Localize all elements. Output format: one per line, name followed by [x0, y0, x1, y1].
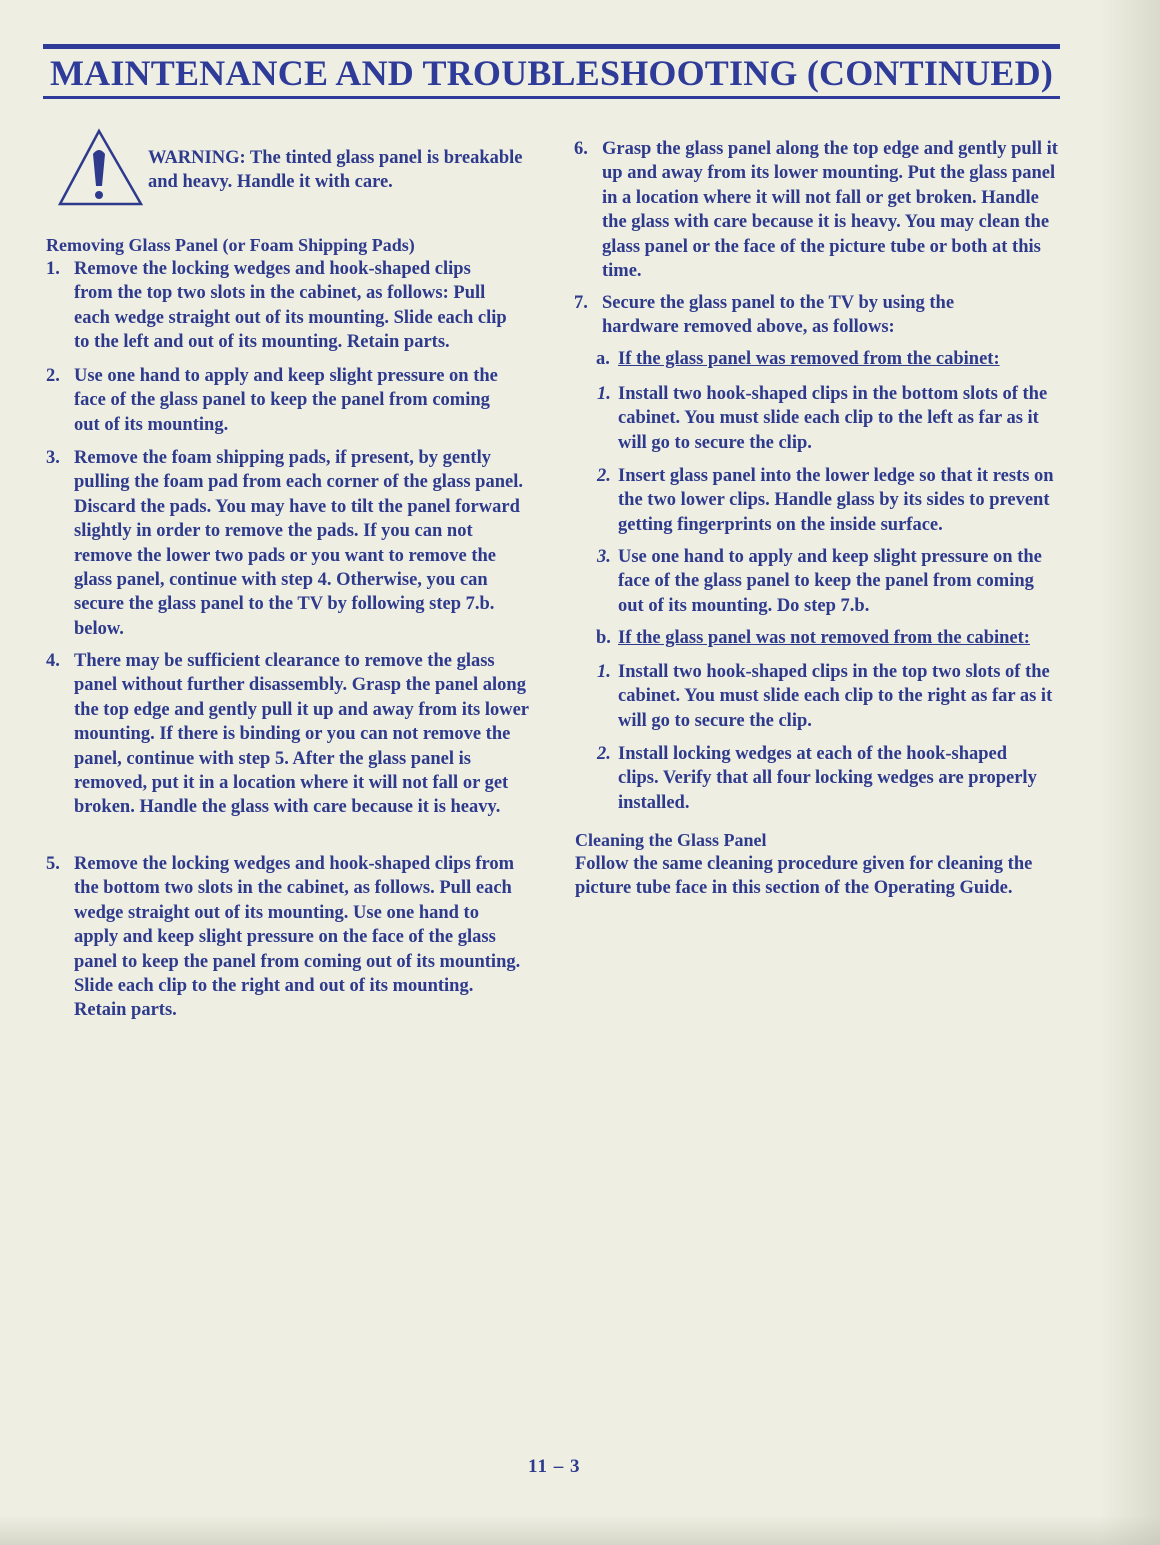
step-text: Use one hand to apply and keep slight pressure on the face of the glass panel to keep the panel from coming out of its mounting.: [74, 366, 498, 435]
step-text: Secure the glass panel to the TV by using the hardware removed above, as follows:: [602, 293, 955, 338]
sub-step-text: Install locking wedges at each of the hook-shaped clips. Verify that all four locking wedges are properly installed.: [618, 744, 1037, 813]
sub-step-number: 2.: [597, 744, 611, 764]
sub-step-text: Insert glass panel into the lower ledge so that it rests on the two lower clips. Handle glass by its sides to prevent getting fingerprints on the inside surface.: [618, 466, 1054, 535]
sub-step-text: Install two hook-shaped clips in the top two slots of the cabinet. You must slide each clip to the right as far as it will go to secure the clip.: [618, 662, 1053, 731]
sub-label: a.: [596, 349, 610, 369]
sub-step-text: Use one hand to apply and keep slight pressure on the face of the glass panel to keep the panel from coming out of its mounting. Do step 7.b.: [618, 547, 1042, 616]
sub-step-number: 3.: [597, 547, 611, 567]
page-edge-shadow: [1100, 0, 1160, 1545]
section-heading-removing: Removing Glass Panel (or Foam Shipping Pads): [46, 235, 415, 255]
sub-step-number: 2.: [597, 466, 611, 486]
sub-heading-text: If the glass panel was not removed from the cabinet:: [618, 628, 1030, 648]
step-number: 6.: [574, 139, 588, 159]
step-number: 4.: [46, 651, 60, 671]
warning-text: WARNING: The tinted glass panel is breakable and heavy. Handle it with care.: [148, 148, 523, 192]
step-number: 3.: [46, 448, 60, 468]
header-rule-top: [43, 44, 1060, 49]
step-number: 2.: [46, 366, 60, 386]
sub-label: b.: [596, 628, 611, 648]
sub-step-text: Install two hook-shaped clips in the bottom slots of the cabinet. You must slide each clip to the left as far as it will go to secure the clip.: [618, 384, 1048, 453]
step-text: Grasp the glass panel along the top edge and gently pull it up and away from its lower mounting. Put the glass panel in a location where it will not fall or get broken. Handle the glass with care because it is heavy. You may clean the glass panel or the face of the picture tube or both at this time.: [602, 139, 1058, 282]
step-text: Remove the foam shipping pads, if present, by gently pulling the foam pad from each corner of the glass panel. Discard the pads. You may have to tilt the panel forward slightly in order to remove the pads. If you can not remove the lower two pads or you want to remove the glass panel, continue with step 4. Otherwise, you can secure the glass panel to the TV by following step 7.b. below.: [74, 448, 523, 639]
sub-step-number: 1.: [597, 384, 611, 404]
page-title: MAINTENANCE AND TROUBLESHOOTING (CONTINUED): [49, 53, 1054, 93]
sub-step-number: 1.: [597, 662, 611, 682]
warning-triangle-icon: [58, 128, 148, 208]
step-text: There may be sufficient clearance to remove the glass panel without further disassembly. Grasp the panel along the top edge and gently pull it up and away from its lower mounting. If there is binding or you can not remove the panel, continue with step 5. After the glass panel is removed, put it in a location where it will not fall or get broken. Handle the glass with care because it is heavy.: [74, 651, 529, 818]
cleaning-text: Follow the same cleaning procedure given for cleaning the picture tube face in this section of the Operating Guide.: [575, 854, 1033, 899]
sub-heading-b: [596, 626, 1056, 650]
warning-callout: [58, 128, 538, 208]
sub-heading-a: [596, 347, 1056, 371]
page-number: 11 – 3: [528, 1456, 581, 1477]
step-number: 7.: [574, 293, 588, 313]
step-text: Remove the locking wedges and hook-shaped clips from the bottom two slots in the cabinet, as follows. Pull each wedge straight out of its mounting. Use one hand to apply and keep slight pressure on the face of the glass panel to keep the panel from coming out of its mounting. Slide each clip to the right and out of its mounting. Retain parts.: [74, 854, 521, 1021]
step-text: Remove the locking wedges and hook-shaped clips from the top two slots in the cabinet, as follows: Pull each wedge straight out of its mounting. Slide each clip to the left and out of its mounting. Retain parts.: [74, 259, 507, 353]
section-heading-cleaning: Cleaning the Glass Panel: [575, 830, 767, 850]
page-bottom-shadow: [0, 1515, 1160, 1545]
header-rule-bottom: [43, 96, 1060, 99]
step-number: 5.: [46, 854, 60, 874]
step-number: 1.: [46, 259, 60, 279]
sub-heading-text: If the glass panel was removed from the cabinet:: [618, 349, 1000, 369]
